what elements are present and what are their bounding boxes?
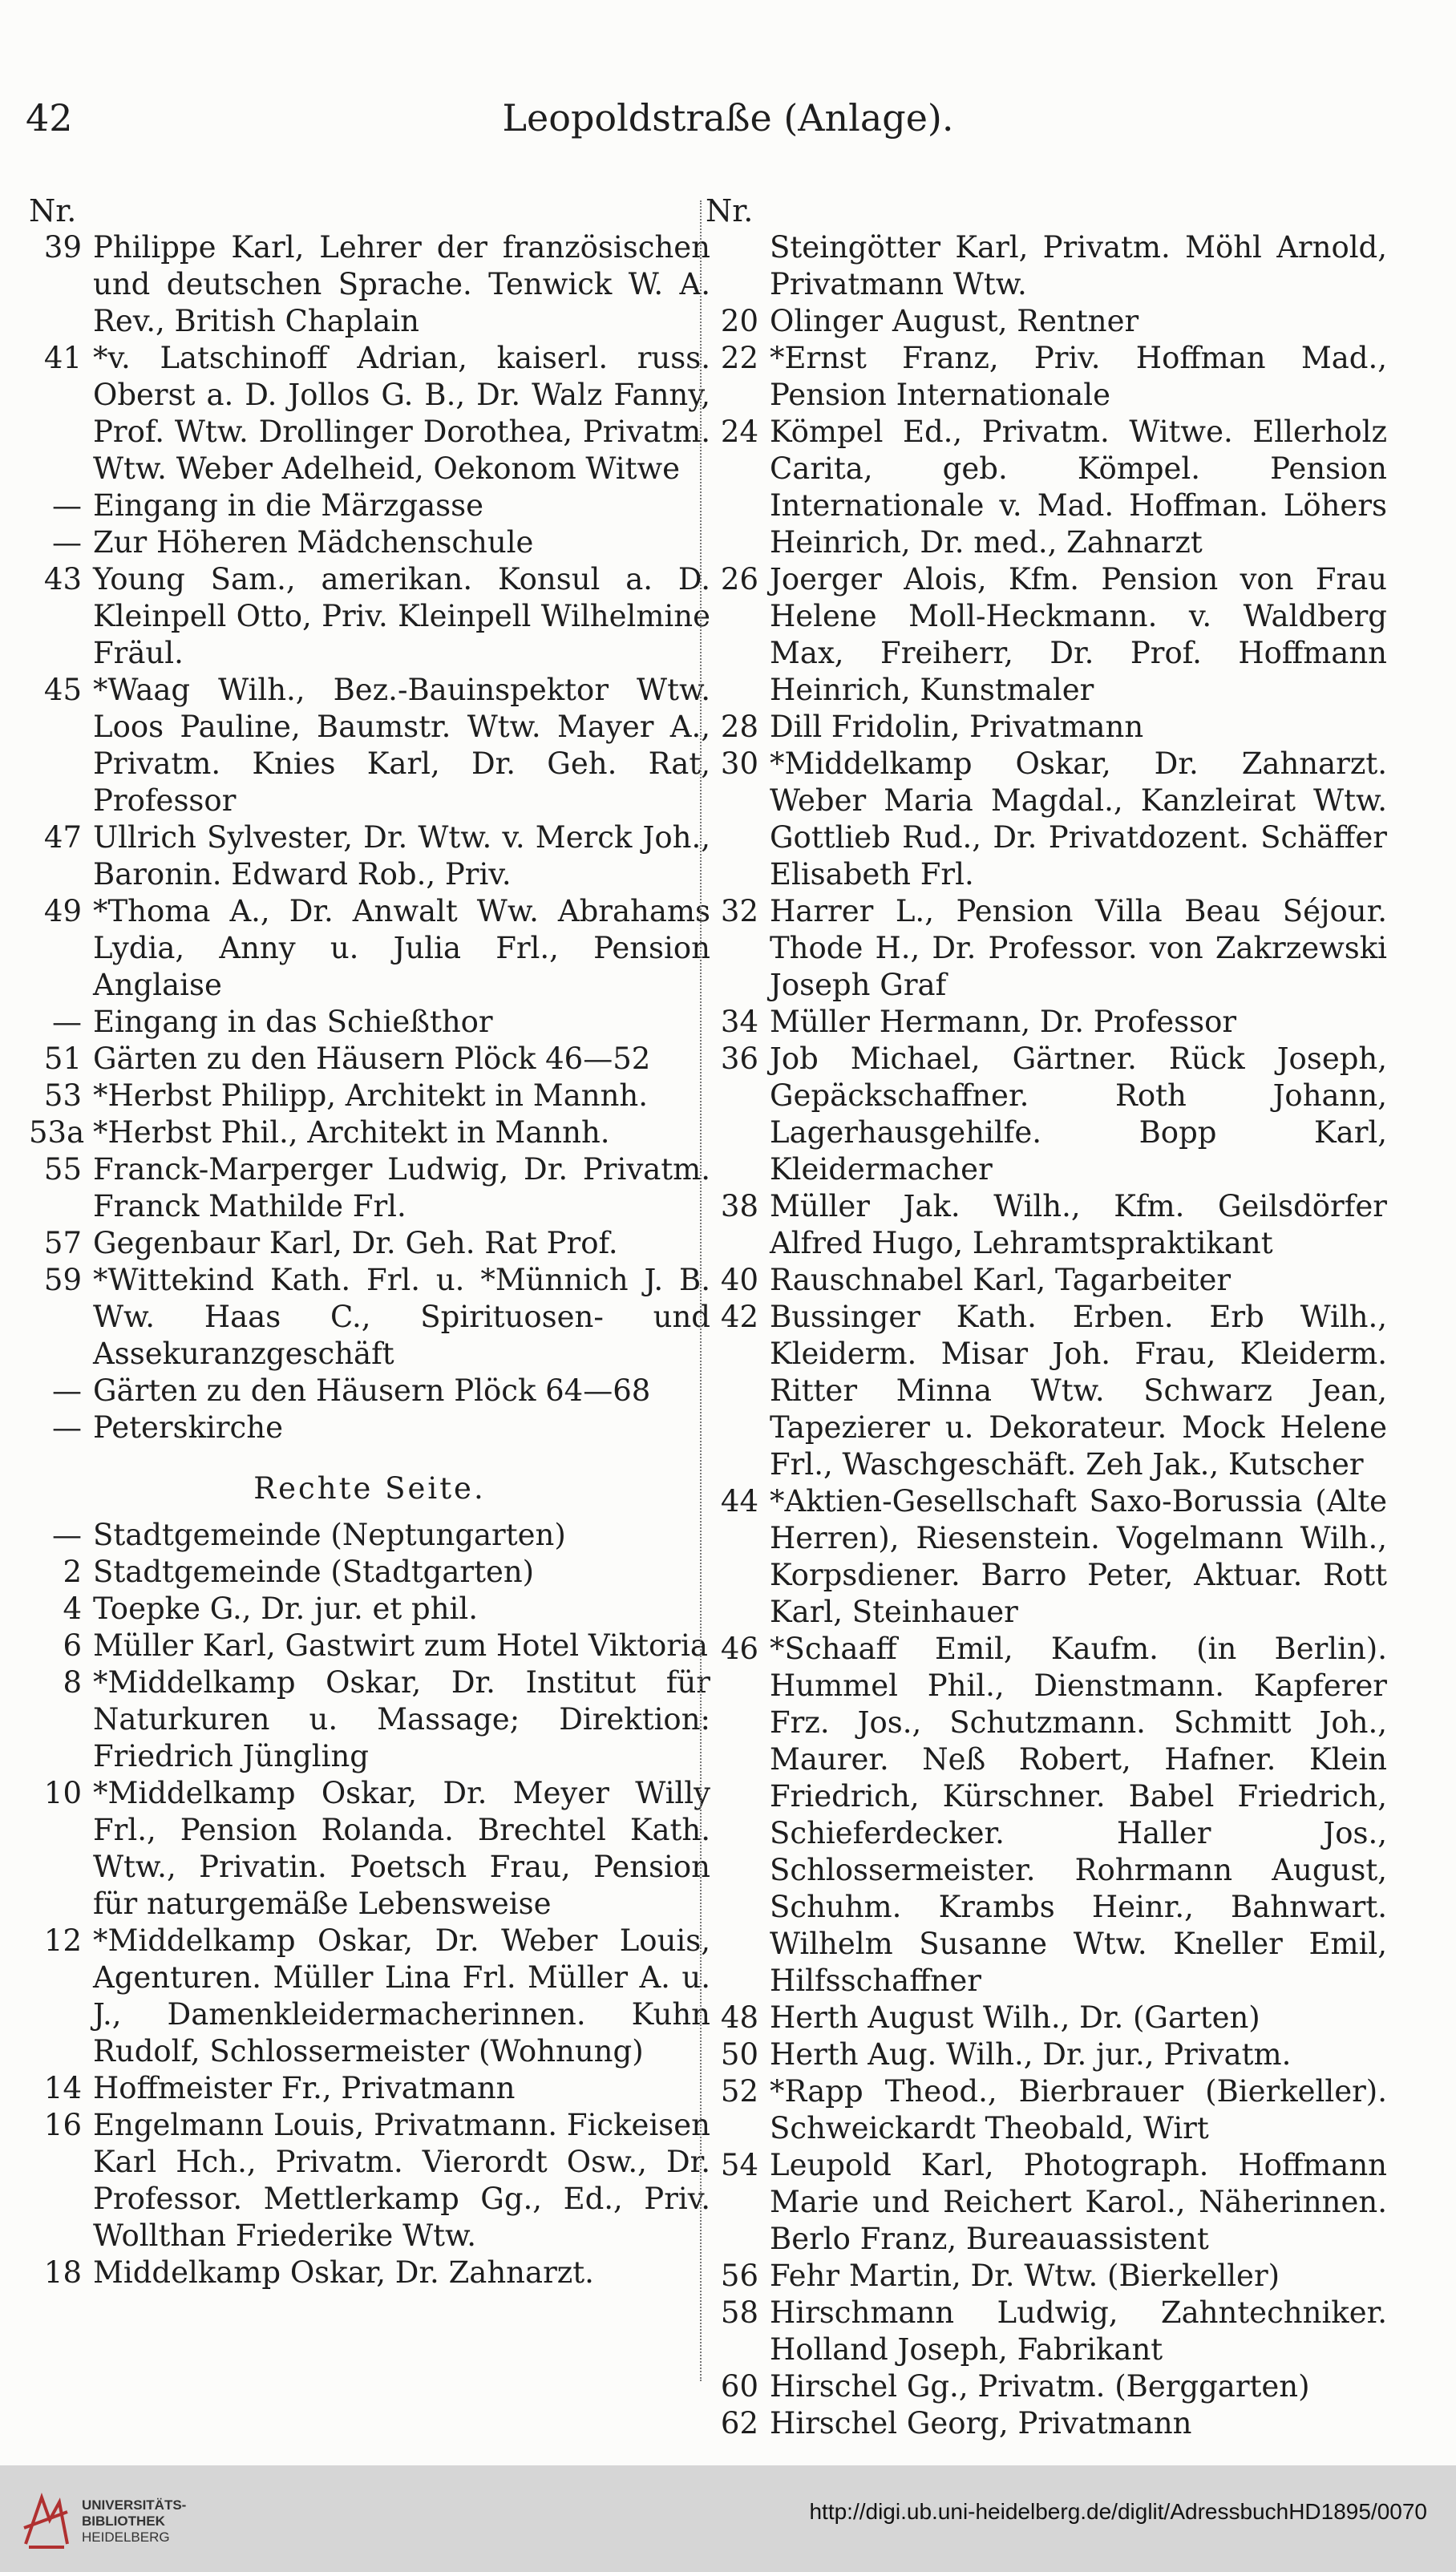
directory-entry — [29, 1373, 710, 1409]
directory-entry — [29, 2255, 710, 2291]
directory-entry — [29, 1151, 710, 1225]
house-number: 16 — [43, 2108, 82, 2142]
resident-text: Gärten zu den Häusern Plöck 64—68 — [93, 1373, 651, 1408]
resident-text: *Rapp Theod., Bierbrauer (Bierkeller). Schweickardt Theobald, Wirt — [770, 2074, 1387, 2145]
resident-text: Fehr Martin, Dr. Wtw. (Bierkeller) — [770, 2259, 1280, 2293]
resident-text: Ullrich Sylvester, Dr. Wtw. v. Merck Joh., Baronin. Edward Rob., Priv. — [93, 820, 710, 892]
resident-text: *Wittekind Kath. Frl. u. *Münnich J. B. Ww. Haas C., Spirituosen- und Assekuranzgeschäft — [93, 1263, 710, 1371]
house-number: — — [52, 1005, 82, 1039]
nr-label: Nr. — [29, 193, 77, 228]
directory-entry — [29, 229, 710, 340]
resident-text: Job Michael, Gärtner. Rück Joseph, Gepäckschaffner. Roth Johann, Lagerhausgehilfe. Bopp Karl, Kleidermacher — [770, 1041, 1387, 1187]
house-number: 57 — [43, 1226, 82, 1260]
resident-text: Steingötter Karl, Privatm. Möhl Arnold, Privatmann Wtw. — [770, 230, 1387, 301]
house-number: 59 — [43, 1263, 82, 1297]
resident-text: *Middelkamp Oskar, Dr. Meyer Willy Frl., Pension Rolanda. Brechtel Kath. Wtw., Privatin. Poetsch Frau, Pension für naturgemäße Lebensweise — [93, 1776, 710, 1921]
directory-entry — [706, 2295, 1387, 2368]
directory-entry — [706, 340, 1387, 414]
resident-text: Dill Fridolin, Privatmann — [770, 710, 1144, 744]
directory-entry — [706, 1483, 1387, 1631]
house-number: 20 — [720, 304, 758, 338]
resident-text: Middelkamp Oskar, Dr. Zahnarzt. — [93, 2255, 594, 2290]
resident-text: *Thoma A., Dr. Anwalt Ww. Abrahams Lydia, Anny u. Julia Frl., Pension Anglaise — [93, 894, 710, 1002]
directory-entry — [29, 340, 710, 487]
house-number: 58 — [720, 2295, 758, 2330]
resident-text: *Middelkamp Oskar, Dr. Zahnarzt. Weber Maria Magdal., Kanzleirat Wtw. Gottlieb Rud., Dr. Privatdozent. Schäffer Elisabeth Frl. — [770, 746, 1387, 892]
house-number: 39 — [43, 230, 82, 265]
house-number: 28 — [720, 710, 758, 744]
logo-line-3: HEIDELBERG — [82, 2530, 170, 2545]
entry-list-left — [29, 229, 710, 1446]
directory-entry — [706, 1299, 1387, 1483]
library-logo-icon — [18, 2488, 74, 2552]
house-number: 46 — [720, 1632, 758, 1666]
house-number: 56 — [720, 2259, 758, 2293]
house-number: — — [52, 1410, 82, 1445]
house-number: 47 — [43, 820, 82, 855]
resident-text: Stadtgemeinde (Neptungarten) — [93, 1518, 566, 1552]
directory-entry — [706, 2000, 1387, 2036]
house-number: 10 — [43, 1776, 82, 1810]
house-number: 60 — [720, 2369, 758, 2404]
resident-text: Kömpel Ed., Privatm. Witwe. Ellerholz Carita, geb. Kömpel. Pension Internationale v. Mad. Hoffman. Löhers Heinrich, Dr. med., Zahnarzt — [770, 415, 1387, 560]
directory-entry — [29, 1078, 710, 1114]
source-url-link[interactable]: http://digi.ub.uni-heidelberg.de/diglit/AdressbuchHD1895/0070 — [809, 2499, 1427, 2524]
house-number: 26 — [720, 562, 758, 596]
logo-line-1: UNIVERSITÄTS- — [82, 2497, 187, 2513]
resident-text: Young Sam., amerikan. Konsul a. D. Kleinpell Otto, Priv. Kleinpell Wilhelmine Fräul. — [93, 562, 710, 670]
resident-text: Franck-Marperger Ludwig, Dr. Privatm. Franck Mathilde Frl. — [93, 1152, 710, 1223]
directory-entry — [706, 2368, 1387, 2405]
directory-entry — [706, 303, 1387, 340]
house-number: — — [52, 488, 82, 523]
directory-entry — [29, 672, 710, 819]
resident-text: Bussinger Kath. Erben. Erb Wilh., Kleiderm. Misar Joh. Frau, Kleiderm. Ritter Minna Wtw. Schwarz Jean, Tapezierer u. Dekorateur. Mock Helene Frl., Waschgeschäft. Zeh Jak., Kutscher — [770, 1300, 1387, 1482]
resident-text: Müller Karl, Gastwirt zum Hotel Viktoria — [93, 1628, 708, 1663]
directory-entry — [29, 1628, 710, 1664]
house-number: 8 — [63, 1665, 82, 1700]
resident-text: *Herbst Phil., Architekt in Mannh. — [93, 1115, 610, 1150]
resident-text: Leupold Karl, Photograph. Hoffmann Marie und Reichert Karol., Näherinnen. Berlo Franz, Bureauassistent — [770, 2148, 1387, 2256]
directory-entry — [706, 893, 1387, 1004]
page-number: 42 — [26, 96, 73, 140]
directory-entry — [706, 2036, 1387, 2073]
resident-text: Eingang in die Märzgasse — [93, 488, 484, 523]
page-header — [0, 96, 1456, 152]
directory-entry — [29, 1923, 710, 2070]
resident-text: Hoffmeister Fr., Privatmann — [93, 2071, 516, 2105]
house-number: 51 — [43, 1041, 82, 1076]
house-number: 53a — [29, 1115, 85, 1150]
directory-entry — [706, 1004, 1387, 1041]
house-number — [706, 229, 770, 303]
column-divider — [700, 200, 702, 2381]
resident-text: Müller Jak. Wilh., Kfm. Geilsdörfer Alfred Hugo, Lehramtspraktikant — [770, 1189, 1387, 1260]
house-number: 50 — [720, 2037, 758, 2072]
house-number: 6 — [63, 1628, 82, 1663]
resident-text: *Schaaff Emil, Kaufm. (in Berlin). Hummel Phil., Dienstmann. Kapferer Frz. Jos., Schutzmann. Schmitt Joh., Maurer. Neß Robert, Hafner. Klein Friedrich, Kürschner. Babel Friedrich, Schieferdecker. Haller Jos., Schlossermeister. Rohrmann August, Schuhm. Krambs Heinr., Bahnwart. Wilhelm Susanne Wtw. Kneller Emil, Hilfsschaffner — [770, 1632, 1387, 1998]
resident-text: Peterskirche — [93, 1410, 283, 1445]
entry-list-right-side — [29, 1517, 710, 2291]
resident-text: Joerger Alois, Kfm. Pension von Frau Helene Moll-Heckmann. v. Waldberg Max, Freiherr, Dr. Prof. Hoffmann Heinrich, Kunstmaler — [770, 562, 1387, 707]
house-number: 14 — [43, 2071, 82, 2105]
resident-text: Harrer L., Pension Villa Beau Séjour. Thode H., Dr. Professor. von Zakrzewski Joseph Graf — [770, 894, 1387, 1002]
directory-entry — [706, 2258, 1387, 2295]
directory-entry — [29, 819, 710, 893]
house-number: 2 — [63, 1555, 82, 1589]
resident-text: Gärten zu den Häusern Plöck 46—52 — [93, 1041, 651, 1076]
directory-entry — [706, 1262, 1387, 1299]
house-number: 45 — [43, 673, 82, 707]
resident-text: Philippe Karl, Lehrer der französischen und deutschen Sprache. Tenwick W. A. Rev., British Chaplain — [93, 230, 710, 338]
resident-text: *Middelkamp Oskar, Dr. Institut für Naturkuren u. Massage; Direktion: Friedrich Jüngling — [93, 1665, 710, 1773]
house-number: 48 — [720, 2000, 758, 2035]
house-number: 40 — [720, 1263, 758, 1297]
directory-entry — [706, 414, 1387, 561]
house-number: — — [52, 525, 82, 560]
resident-text: Gegenbaur Karl, Dr. Geh. Rat Prof. — [93, 1226, 618, 1260]
house-number: 34 — [720, 1005, 758, 1039]
resident-text: Eingang in das Schießthor — [93, 1005, 493, 1039]
resident-text: Müller Hermann, Dr. Professor — [770, 1005, 1237, 1039]
directory-entry — [29, 2070, 710, 2107]
directory-entry — [706, 561, 1387, 709]
page-title: Leopoldstraße (Anlage). — [502, 96, 954, 140]
house-number: 42 — [720, 1300, 758, 1334]
directory-entry — [706, 1631, 1387, 2000]
resident-text: Engelmann Louis, Privatmann. Fickeisen Karl Hch., Privatm. Vierordt Osw., Dr. Professor. Mettlerkamp Gg., Ed., Priv. Wollthan Friederike Wtw. — [93, 2108, 710, 2253]
directory-entry — [706, 2405, 1387, 2442]
directory-entry — [29, 1554, 710, 1591]
house-number: 32 — [720, 894, 758, 928]
footer-bar — [0, 2465, 1456, 2572]
resident-text: *Ernst Franz, Priv. Hoffman Mad., Pension Internationale — [770, 341, 1387, 412]
house-number: 62 — [720, 2406, 758, 2441]
directory-entry — [29, 1225, 710, 1262]
resident-text: Hirschmann Ludwig, Zahntechniker. Holland Joseph, Fabrikant — [770, 2295, 1387, 2367]
house-number: 24 — [720, 415, 758, 449]
directory-entry — [29, 1409, 710, 1446]
directory-entry — [29, 893, 710, 1004]
directory-entry — [706, 709, 1387, 746]
house-number: 38 — [720, 1189, 758, 1223]
house-number: 54 — [720, 2148, 758, 2182]
logo-line-2: BIBLIOTHEK — [82, 2513, 165, 2529]
directory-entry — [29, 1041, 710, 1078]
directory-entry — [706, 1188, 1387, 1262]
entry-list — [706, 229, 1387, 2442]
house-number: 52 — [720, 2074, 758, 2109]
resident-text: *Waag Wilh., Bez.-Bauinspektor Wtw. Loos Pauline, Baumstr. Wtw. Mayer A., Privatm. Knies Karl, Dr. Geh. Rat, Professor — [93, 673, 710, 818]
directory-entry — [29, 1775, 710, 1923]
resident-text: Rauschnabel Karl, Tagarbeiter — [770, 1263, 1232, 1297]
resident-text: Hirschel Georg, Privatmann — [770, 2406, 1192, 2441]
directory-entry — [706, 746, 1387, 893]
house-number: 36 — [720, 1041, 758, 1076]
resident-text: Hirschel Gg., Privatm. (Berggarten) — [770, 2369, 1310, 2404]
nr-label: Nr. — [706, 193, 754, 228]
house-number: — — [52, 1373, 82, 1408]
resident-text: Herth August Wilh., Dr. (Garten) — [770, 2000, 1260, 2035]
resident-text: *Middelkamp Oskar, Dr. Weber Louis, Agenturen. Müller Lina Frl. Müller A. u. J., Damenkleidermacherinnen. Kuhn Rudolf, Schlossermeister (Wohnung) — [93, 1923, 710, 2069]
resident-text: *Herbst Philipp, Architekt in Mannh. — [93, 1078, 648, 1113]
directory-entry — [29, 1262, 710, 1373]
directory-entry — [29, 1114, 710, 1151]
resident-text: Toepke G., Dr. jur. et phil. — [93, 1591, 478, 1626]
house-number: 4 — [63, 1591, 82, 1626]
house-number: 30 — [720, 746, 758, 781]
house-number: 49 — [43, 894, 82, 928]
directory-entry — [706, 2073, 1387, 2147]
directory-entry — [29, 487, 710, 524]
right-column — [706, 192, 1387, 2442]
resident-text: Stadtgemeinde (Stadtgarten) — [93, 1555, 535, 1589]
directory-entry — [29, 561, 710, 672]
house-number: 55 — [43, 1152, 82, 1187]
directory-entry — [29, 1664, 710, 1775]
directory-entry — [706, 1041, 1387, 1188]
directory-entry — [29, 1517, 710, 1554]
resident-text: *v. Latschinoff Adrian, kaiserl. russ. Oberst a. D. Jollos G. B., Dr. Walz Fanny, Prof. Wtw. Drollinger Dorothea, Privatm. Wtw. Weber Adelheid, Oekonom Witwe — [93, 341, 710, 486]
directory-entry — [29, 1591, 710, 1628]
directory-entry — [29, 524, 710, 561]
house-number: 12 — [43, 1923, 82, 1958]
house-number: 41 — [43, 341, 82, 375]
house-number: 18 — [43, 2255, 82, 2290]
left-column — [29, 192, 710, 2291]
house-number: 22 — [720, 341, 758, 375]
resident-text: Zur Höheren Mädchenschule — [93, 525, 534, 560]
resident-text: Herth Aug. Wilh., Dr. jur., Privatm. — [770, 2037, 1292, 2072]
library-logo-text — [82, 2497, 186, 2546]
directory-entry — [706, 229, 1387, 303]
house-number: 44 — [720, 1484, 758, 1519]
house-number: — — [52, 1518, 82, 1552]
directory-entry — [29, 1004, 710, 1041]
directory-entry — [29, 2107, 710, 2255]
resident-text: *Aktien-Gesellschaft Saxo-Borussia (Alte Herren), Riesenstein. Vogelmann Wilh., Korpsdiener. Barro Peter, Aktuar. Rott Karl, Steinhauer — [770, 1484, 1387, 1629]
section-title: Rechte Seite. — [253, 1471, 486, 1506]
resident-text: Olinger August, Rentner — [770, 304, 1139, 338]
house-number: 43 — [43, 562, 82, 596]
directory-entry — [706, 2147, 1387, 2258]
house-number: 53 — [43, 1078, 82, 1113]
